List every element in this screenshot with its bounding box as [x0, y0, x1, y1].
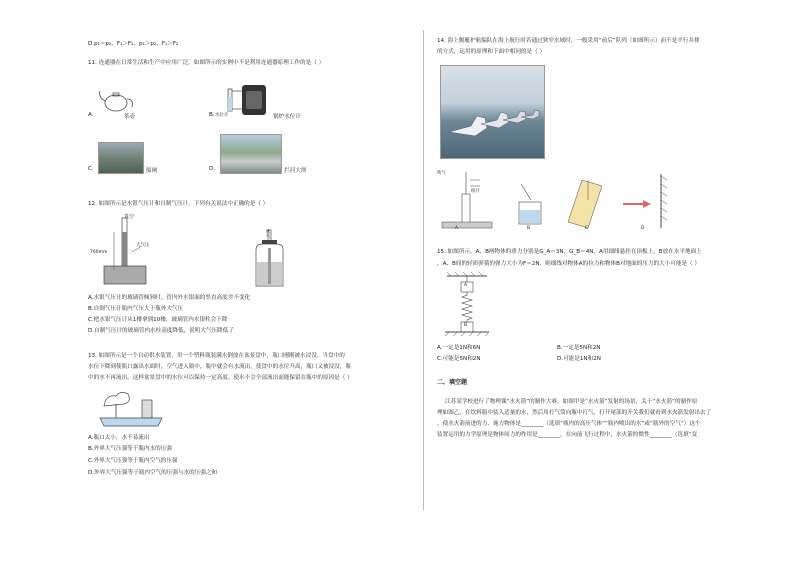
q15-block-a-label: A [464, 283, 468, 288]
spring-system-figure [443, 272, 493, 340]
q11-boiler-label: 锅炉水位计 [273, 114, 301, 120]
q11-label-d: D. [209, 166, 216, 172]
q11-label-a: A. [88, 112, 94, 118]
q14-stem-line2: 的方式，运用的原理和下面中相同的是（ ） [437, 49, 546, 55]
q14-fig-a-letter: A [455, 226, 459, 231]
q16-line1: 江苏某学校进行了物理课“水火箭”的制作大赛，如图甲是“水火箭”发射的场景，关于“水火箭”的制作原 [445, 399, 698, 405]
q11-gauge-tag: 水位计 [215, 113, 229, 118]
q12-stem: 12. 如图所示是水银气压计和自制气压计，下列有关说法中正确的是（ ） [88, 201, 269, 207]
q12-blow-label: 吹气 [266, 230, 271, 240]
q16-line3: ，使水火箭前进的力，施力物体是________（选填“瓶内的高压气体”“瓶内喷出的水”或“瓶外的空气”）这个 [437, 421, 701, 427]
q11-lock-label: 船闸 [146, 168, 158, 174]
section-fill-in-title: 二、填空题 [437, 379, 468, 386]
q14-fig-b [505, 180, 555, 230]
q15-block-b-label: B [464, 323, 468, 328]
q11-teapot-label: 茶壶 [124, 114, 136, 120]
column-divider [423, 30, 424, 510]
fleet-photo [440, 65, 545, 159]
q16-line4: 装置运用的力学原理是物体间力的作用是________，在向前飞行过程中，水火箭的惯性________（选填“变 [437, 432, 698, 438]
q11-dam-label: 拦河大坝 [284, 168, 307, 174]
q13-stem-line3: 中的水不再流出。这样盆景盘中的水位可以保持一定高度。使水不会全部流出而能保留在瓶中的原因是（ ） [88, 375, 353, 381]
q13-option-b: B.外界大气压强等于瓶内水的压强 [88, 446, 172, 452]
q15-stem-line1: 15. 如图所示，A、B两物体的重力分别是G_A＝3N，G_B＝4N，A用细线悬挂在顶板上，B放在水平地面上 [437, 249, 702, 255]
q12-option-d: D.自制气压计的玻璃管内水柱高度降低，说明大气压降低了 [88, 328, 234, 334]
q14-fig-c-letter: C [585, 226, 589, 231]
left-column [88, 0, 418, 562]
q14-stem-line1: 14. 海上舰艇护航编队在海上航行时若通过狭窄水域时，一般采用“前后”队列（如图所示）而不是平行并排 [437, 38, 700, 44]
q15-stem-line2: ，A、B间的轻质弹簧的弹力大小为F＝2N，则细线对物体A的拉力和物体B对地面的压力的大小可能是（ ） [437, 261, 701, 267]
q12-option-a: A.水银气压计的玻璃管倾斜时，管内外水银面的竖直高度差不变化 [88, 295, 251, 301]
q14-fig-d [617, 172, 677, 230]
teapot-figure [98, 85, 138, 115]
auto-water-supply-figure [98, 388, 168, 430]
q14-fig-b-letter: B [527, 226, 531, 231]
q14-fig-a-caption2: 纸片 [471, 189, 480, 194]
q12-760-label: 760mm [90, 250, 108, 255]
q10-option-d: D.p₁＝p₂、F₁＞F₂、p₁＞p₂、F₁＞F₂ [88, 41, 179, 47]
ship-lock-photo [98, 142, 144, 174]
q12-option-c: C.把水银气压计从1楼拿到10楼，玻璃管内水银柱会下降 [88, 317, 228, 323]
q15-option-d: D.可能是1N和2N [557, 356, 601, 362]
warships-icon [441, 66, 544, 158]
q12-vacuum-label: 真空 [124, 214, 135, 220]
q14-fig-d-letter: D [641, 226, 645, 231]
q14-fig-a-caption1: 吹气 [437, 171, 446, 176]
q13-stem-line1: 13. 如图所示是一个自动供水装置，用一个塑料瓶装满水倒放在盆景盘中，瓶口刚刚被水浸没。当盘中的 [88, 353, 345, 359]
q12-option-b: B.自制气压计瓶内气压大于瓶外大气压 [88, 306, 184, 312]
right-column [437, 0, 782, 562]
q15-option-a: A.一定是1N和6N [437, 345, 481, 351]
q14-fig-c [562, 176, 612, 230]
q13-option-c: C.外界大气压强等于瓶内空气的压强 [88, 458, 178, 464]
q15-option-b: B.一定是5N和2N [557, 345, 601, 351]
q12-atm-label: 大气压 [136, 243, 150, 248]
q13-stem-line2: 水位下降到使瓶口露出水面时，空气进入瓶中，瓶中就会有水流出，使盘中的水位升高，瓶口又被浸没，瓶 [88, 364, 351, 370]
q11-label-b: B. [209, 112, 215, 118]
q13-option-d: D.外界大气压强等于瓶内空气的压强与水的压强之和 [88, 470, 218, 476]
q11-stem: 11. 连通器在日常生活和生产中应用广泛。如图所示的实例中不是利用连通器原理工作的是（ ） [88, 60, 325, 66]
dam-photo [220, 134, 282, 174]
q11-label-c: C. [88, 166, 94, 172]
q16-line2: 理如图乙，在饮料瓶中装入适量的水，然后用打气筒向瓶中打气，打开尾部的开关我们就看到水火箭发射出去了 [437, 410, 712, 416]
q14-fig-a [440, 168, 500, 230]
q15-option-c: C.可能是5N和2N [437, 356, 481, 362]
q13-option-a: A.瓶口太小，水不易流出 [88, 435, 150, 441]
